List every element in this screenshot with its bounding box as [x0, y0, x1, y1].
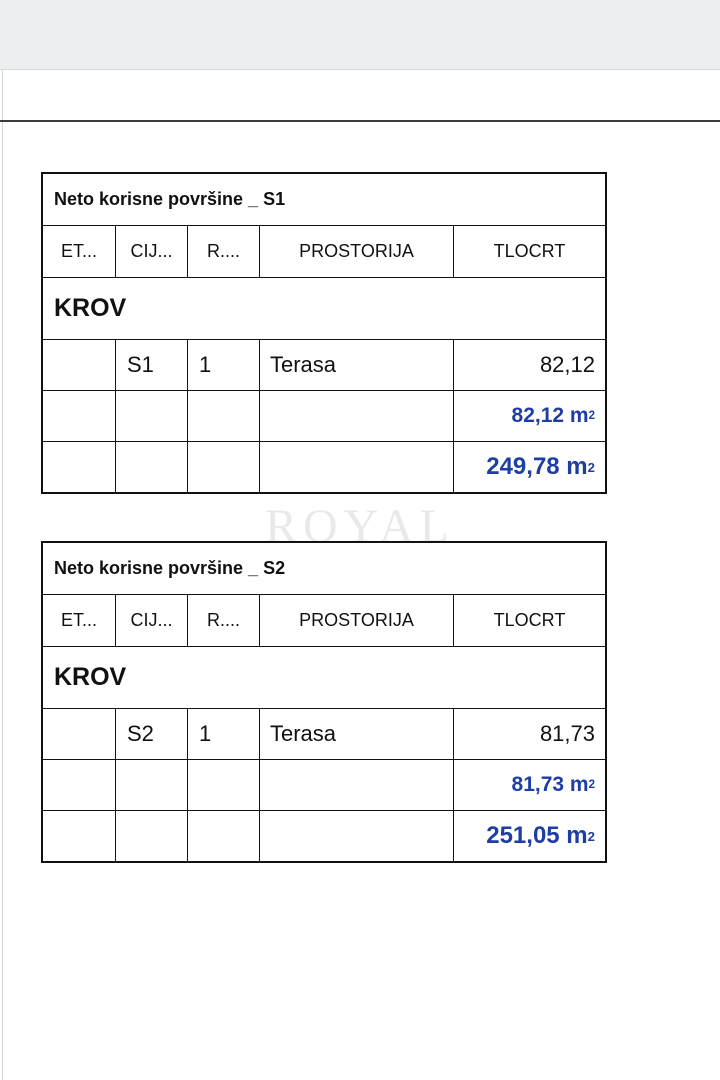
cell-cij [115, 760, 187, 810]
cell-prostorija [259, 442, 453, 492]
table-title-row [43, 174, 605, 225]
cell-cij: S1 [115, 340, 187, 390]
column-header-r: R.... [187, 226, 259, 277]
top-bar [0, 0, 720, 70]
column-header-r: R.... [187, 595, 259, 646]
cell-et [43, 442, 115, 492]
cell-cij [115, 811, 187, 861]
cell-cij: S2 [115, 709, 187, 759]
area-table-s1 [41, 172, 607, 494]
column-header-et: ET... [60, 241, 97, 261]
cell-et [43, 340, 115, 390]
column-header-et: ET... [60, 610, 97, 630]
cell-prostorija [259, 760, 453, 810]
cell-tlocrt: 81,73 [453, 709, 605, 759]
column-header-prostorija: PROSTORIJA [259, 226, 453, 277]
table-title: Neto korisne površine _ S1 [54, 189, 286, 209]
total-row [43, 441, 605, 492]
table-row [43, 339, 605, 390]
cell-r [187, 442, 259, 492]
total-row [43, 810, 605, 861]
total-value: 251,05 m 2 [453, 811, 605, 861]
cell-prostorija: Terasa [259, 340, 453, 390]
subtotal-value: 82,12 m 2 [453, 391, 605, 441]
column-header-tlocrt: TLOCRT [453, 226, 605, 277]
table-title-row [43, 543, 605, 594]
cell-r: 1 [187, 340, 259, 390]
table-row [43, 708, 605, 759]
column-header-cij: CIJ... [115, 226, 187, 277]
table-header-row [43, 594, 605, 646]
section-row [43, 277, 605, 339]
table-title: Neto korisne površine _ S2 [54, 558, 286, 578]
cell-prostorija [259, 391, 453, 441]
subtotal-row [43, 390, 605, 441]
cell-r [187, 811, 259, 861]
area-table-s2 [41, 541, 607, 863]
cell-et [43, 709, 115, 759]
cell-et [43, 811, 115, 861]
cell-prostorija [259, 811, 453, 861]
column-header-prostorija: PROSTORIJA [259, 595, 453, 646]
cell-r [187, 760, 259, 810]
cell-cij [115, 442, 187, 492]
cell-et [43, 760, 115, 810]
watermark-word: ROYAL [264, 500, 455, 553]
total-value: 249,78 m 2 [453, 442, 605, 492]
table-header-row [43, 225, 605, 277]
column-header-tlocrt: TLOCRT [453, 595, 605, 646]
section-label: KROV [54, 663, 127, 691]
cell-et [43, 391, 115, 441]
cell-tlocrt: 82,12 [453, 340, 605, 390]
page-edge [2, 70, 3, 1080]
cell-cij [115, 391, 187, 441]
cell-r: 1 [187, 709, 259, 759]
column-header-cij: CIJ... [115, 595, 187, 646]
subtotal-value: 81,73 m 2 [453, 760, 605, 810]
subtotal-row [43, 759, 605, 810]
cell-prostorija: Terasa [259, 709, 453, 759]
cell-r [187, 391, 259, 441]
section-row [43, 646, 605, 708]
header-divider [0, 120, 720, 122]
section-label: KROV [54, 294, 127, 322]
